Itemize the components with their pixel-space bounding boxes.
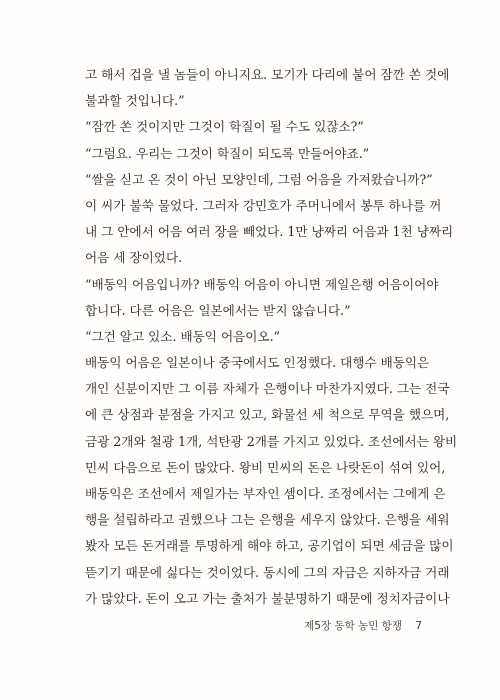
body-line: 불과할 것입니다.” xyxy=(85,93,185,109)
body-line: 행을 설립하라고 권했으나 그는 은행을 세우지 않았다. 은행을 세워 xyxy=(85,512,450,528)
body-text xyxy=(85,62,458,612)
body-line: 에 큰 상점과 분점을 가지고 있고, 화물선 세 척으로 무역을 했으며, xyxy=(85,407,450,423)
body-line: 내 그 안에서 어음 여러 장을 빼었다. 1만 냥짜리 어음과 1천 냥짜리 xyxy=(85,224,454,240)
body-line: 합니다. 다른 어음은 일본에서는 받지 않습니다.” xyxy=(85,302,351,318)
body-line: “그건 알고 있소. 배동익 어음이오.” xyxy=(85,328,281,344)
body-line: 배동익은 조선에서 제일가는 부자인 셈이다. 조정에서는 그에게 은 xyxy=(85,486,446,501)
body-line: 뜯기기 때문에 싫다는 것이었다. 동시에 그의 자금은 지하자금 거래 xyxy=(85,564,450,580)
body-line: 이 씨가 불쑥 물었다. 그러자 강민호가 주머니에서 봉투 하나를 꺼 xyxy=(85,197,442,213)
body-line: 어음 세 장이었다. xyxy=(85,250,183,266)
body-line: 봤자 모든 돈거래를 투명하게 해야 하고, 공기업이 되면 세금을 많이 xyxy=(85,538,454,554)
body-line: 민씨 다음으로 돈이 많았다. 왕비 민씨의 돈은 나랏돈이 섞여 있어, xyxy=(85,459,446,475)
body-line: “쌀을 싣고 온 것이 아닌 모양인데, 그럼 어음을 가져왔습니까?” xyxy=(85,171,433,187)
body-line: 가 많았다. 돈이 오고 가는 출처가 불분명하기 때문에 정치자금이나 xyxy=(85,590,450,606)
body-line: 고 해서 겁을 낼 놈들이 아니지요. 모기가 다리에 붙어 잠깐 쏜 것에 xyxy=(85,67,450,82)
chapter-title: 제5장 동학 농민 항쟁 xyxy=(304,620,402,632)
body-line: “그럼요. 우리는 그것이 학질이 되도록 만들어야죠.” xyxy=(85,145,370,161)
body-line: “잠깐 쏜 것이지만 그것이 학질이 될 수도 있잖소?” xyxy=(85,119,364,135)
page-number: 7 xyxy=(415,620,422,632)
body-line: 배동익 어음은 일본이나 중국에서도 인정했다. 대행수 배동익은 xyxy=(85,355,430,371)
body-line: “배동익 어음입니까? 배동익 어음이 아니면 제일은행 어음이어야 xyxy=(85,276,439,292)
body-line: 개인 신분이지만 그 이름 자체가 은행이나 마찬가지였다. 그는 전국 xyxy=(85,381,450,397)
page-footer xyxy=(304,618,422,633)
body-line: 금광 2개와 철광 1개, 석탄광 2개를 가지고 있었다. 조선에서는 왕비 xyxy=(85,433,458,449)
